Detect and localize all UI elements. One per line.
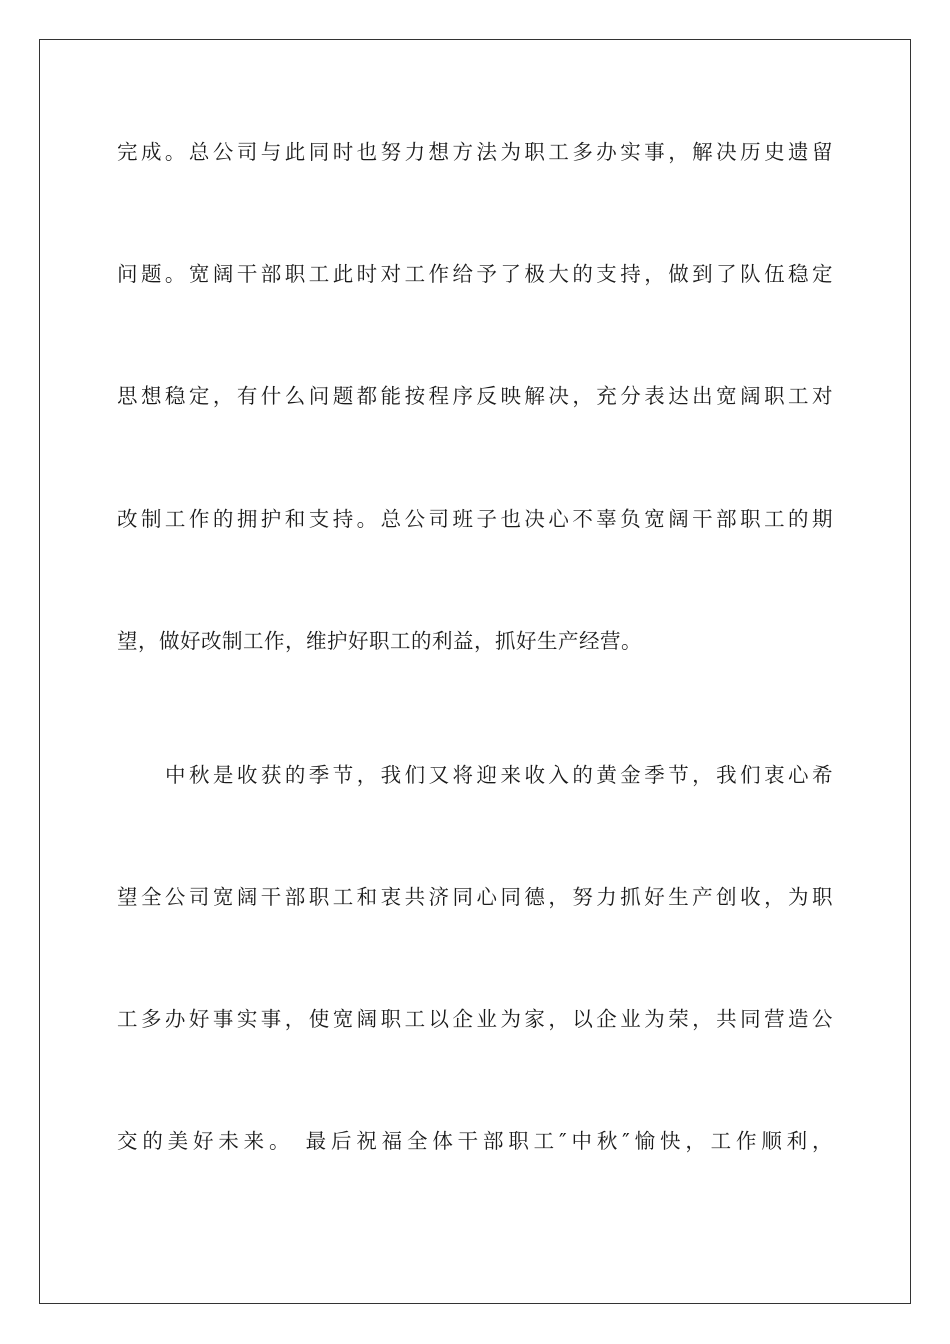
paragraph-line: 中秋是收获的季节，我们又将迎来收入的黄金季节，我们衷心希 xyxy=(165,763,833,787)
paragraph-line: 望全公司宽阔干部职工和衷共济同心同德，努力抓好生产创收，为职 xyxy=(117,885,833,909)
paragraph-line: 工多办好事实事，使宽阔职工以企业为家，以企业为荣，共同营造公 xyxy=(117,1007,833,1031)
page-border xyxy=(39,39,911,1304)
paragraph-line: 交的美好未来。 最后祝福全体干部职工″中秋″愉快，工作顺利， xyxy=(117,1129,833,1153)
paragraph-line: 完成。总公司与此同时也努力想方法为职工多办实事，解决历史遗留 xyxy=(117,140,833,164)
paragraph-line: 思想稳定，有什么问题都能按程序反映解决，充分表达出宽阔职工对 xyxy=(117,384,833,408)
paragraph-line: 望，做好改制工作，维护好职工的利益，抓好生产经营。 xyxy=(117,629,642,653)
paragraph-line: 问题。宽阔干部职工此时对工作给予了极大的支持，做到了队伍稳定 xyxy=(117,262,833,286)
paragraph-line: 改制工作的拥护和支持。总公司班子也决心不辜负宽阔干部职工的期 xyxy=(117,507,833,531)
